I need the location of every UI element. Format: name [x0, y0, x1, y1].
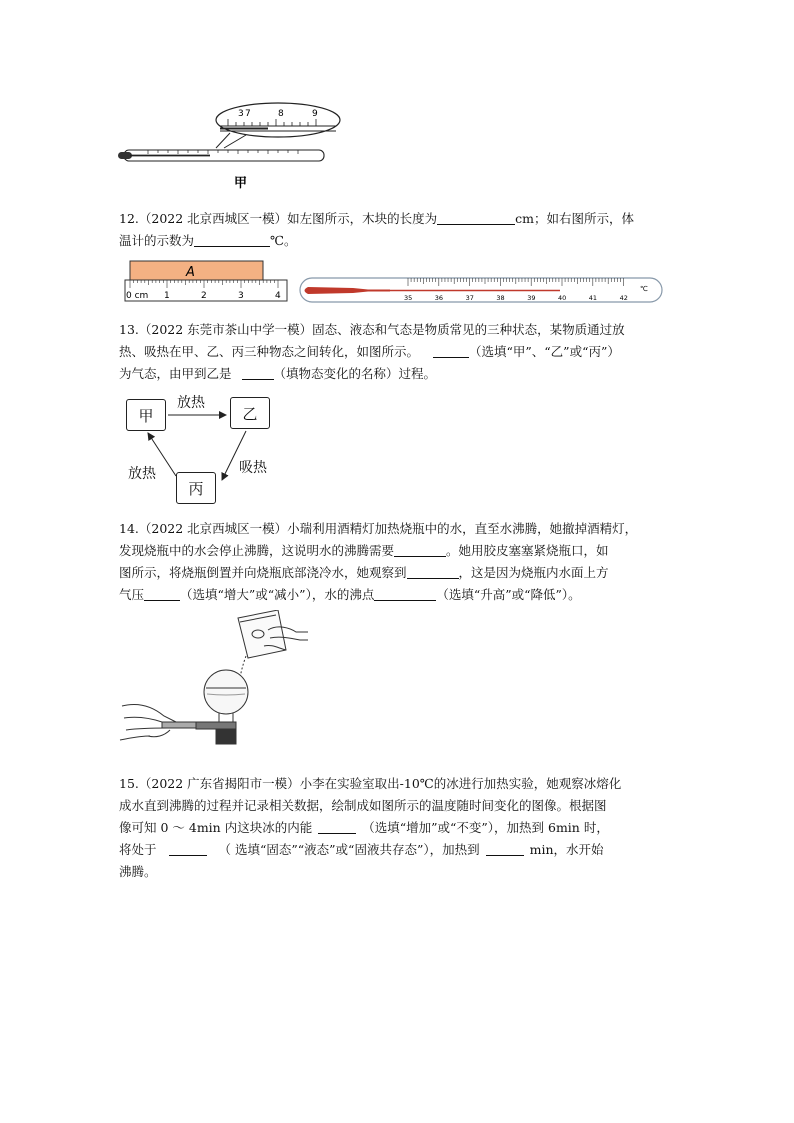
state-change-diagram	[120, 390, 280, 505]
thermo-tick-label: 37	[465, 294, 474, 302]
figure-caption-jia: 甲	[234, 176, 248, 191]
state-node-yi: 乙	[230, 397, 270, 429]
ruler-unit-label: 0 cm	[126, 291, 149, 301]
q14-text-c: 图所示，将烧瓶倒置并向烧瓶底部浇冷水，她观察到	[119, 565, 407, 580]
question-15	[119, 773, 679, 883]
q12-text-a: 12.（2022 北京西城区一模）如左图所示，木块的长度为	[119, 211, 438, 226]
thermo-tick-label: 35	[404, 294, 413, 302]
mag-tick-3: 3	[238, 109, 244, 119]
q15-text-b: （选填“增加”或“不变”），加热到 6min 时，	[362, 820, 609, 835]
q14-blank-pressure[interactable]	[144, 586, 180, 601]
q15-text-e: min，水开始	[529, 842, 604, 857]
q15-text-c: 将处于	[119, 842, 157, 857]
q14-text-g: （选填“升高”或“降低”）。	[436, 587, 581, 602]
q14-blank-condition[interactable]	[394, 542, 446, 557]
block-label-a: A	[186, 265, 195, 280]
thermo-tick-label: 40	[558, 294, 567, 302]
q14-line-1: 14.（2022 北京西城区一模）小瑞利用酒精灯加热烧瓶中的水，直至水沸腾，她撤掉酒精灯，	[119, 521, 638, 536]
q15-text-d: （ 选填“固态”“液态”或“固液共存态”），加热到	[218, 842, 480, 857]
q12-blank-temp[interactable]	[194, 232, 270, 247]
q13-blank-process[interactable]	[242, 365, 274, 380]
clinical-thermometer-figure	[298, 272, 668, 306]
q13-line-1: 13.（2022 东莞市茶山中学一模）固态、液态和气态是物质常见的三种状态，某物质通过放	[119, 322, 625, 337]
q14-text-d: ，这是因为烧瓶内水面上方	[458, 565, 609, 580]
q14-text-a: 发现烧瓶中的水会停止沸腾，这说明水的沸腾需要	[119, 543, 395, 558]
q14-text-e: 气压	[119, 587, 145, 602]
edge-label-release-heat-left: 放热	[128, 466, 156, 482]
ruler-tick-4: 4	[275, 291, 281, 301]
q15-blank-state[interactable]	[169, 841, 207, 856]
state-node-bing: 丙	[176, 472, 216, 504]
q14-blank-boiling-point[interactable]	[374, 586, 436, 601]
thermo-tick-label: 41	[588, 294, 598, 302]
q12-text-b: cm；如右图所示，体	[515, 211, 635, 226]
mag-tick-9: 9	[312, 109, 318, 119]
q12-blank-length[interactable]	[437, 210, 515, 225]
q13-text-b: （选填“甲”、“乙”或“丙”）	[469, 344, 620, 359]
ruler-tick-2: 2	[201, 291, 207, 301]
question-12	[119, 208, 679, 252]
thermometer-figure-jia	[118, 100, 343, 195]
q13-blank-gas[interactable]	[433, 343, 469, 358]
ruler-tick-3: 3	[238, 291, 244, 301]
ruler-tick-1: 1	[164, 291, 170, 301]
q13-text-c: 为气态，由甲到乙是	[119, 366, 232, 381]
thermo-tick-label: 39	[527, 294, 536, 302]
q14-text-b: 。她用胶皮塞塞紧烧瓶口，如	[446, 543, 609, 558]
thermo-tick-label: 42	[619, 294, 628, 302]
q12-text-c: 温计的示数为	[119, 233, 195, 248]
thermo-unit: ℃	[640, 285, 648, 293]
q15-text-a: 像可知 0 ～ 4min 内这块冰的内能	[119, 820, 313, 835]
q15-blank-boil-time[interactable]	[486, 841, 524, 856]
q15-line-5: 沸腾。	[119, 864, 157, 879]
state-node-jia: 甲	[126, 399, 166, 431]
q13-text-d: （填物态变化的名称）过程。	[273, 366, 437, 381]
mag-tick-7: 7	[245, 109, 251, 119]
q12-text-d: ℃。	[270, 233, 297, 248]
q15-line-1: 15.（2022 广东省揭阳市一模）小李在实验室取出-10℃的冰进行加热实验，她观察冰熔化	[119, 776, 622, 791]
edge-label-release-heat-top: 放热	[177, 395, 205, 411]
q14-text-f: （选填“增大”或“减小”），水的沸点	[180, 587, 375, 602]
q14-blank-observation[interactable]	[407, 564, 459, 579]
thermo-tick-label: 38	[496, 294, 505, 302]
inverted-flask-figure	[118, 610, 310, 758]
ruler-figure	[122, 258, 290, 306]
q13-text-a: 热、吸热在甲、乙、丙三种物态之间转化，如图所示。	[119, 344, 420, 359]
q15-blank-internal-energy[interactable]	[318, 819, 356, 834]
q15-line-2: 成水直到沸腾的过程并记录相关数据，绘制成如图所示的温度随时间变化的图像。根据图	[119, 798, 607, 813]
mag-tick-8: 8	[278, 109, 284, 119]
edge-label-absorb-heat: 吸热	[239, 460, 267, 476]
question-13	[119, 319, 679, 385]
thermo-tick-label: 36	[434, 294, 444, 302]
question-14	[119, 518, 679, 606]
